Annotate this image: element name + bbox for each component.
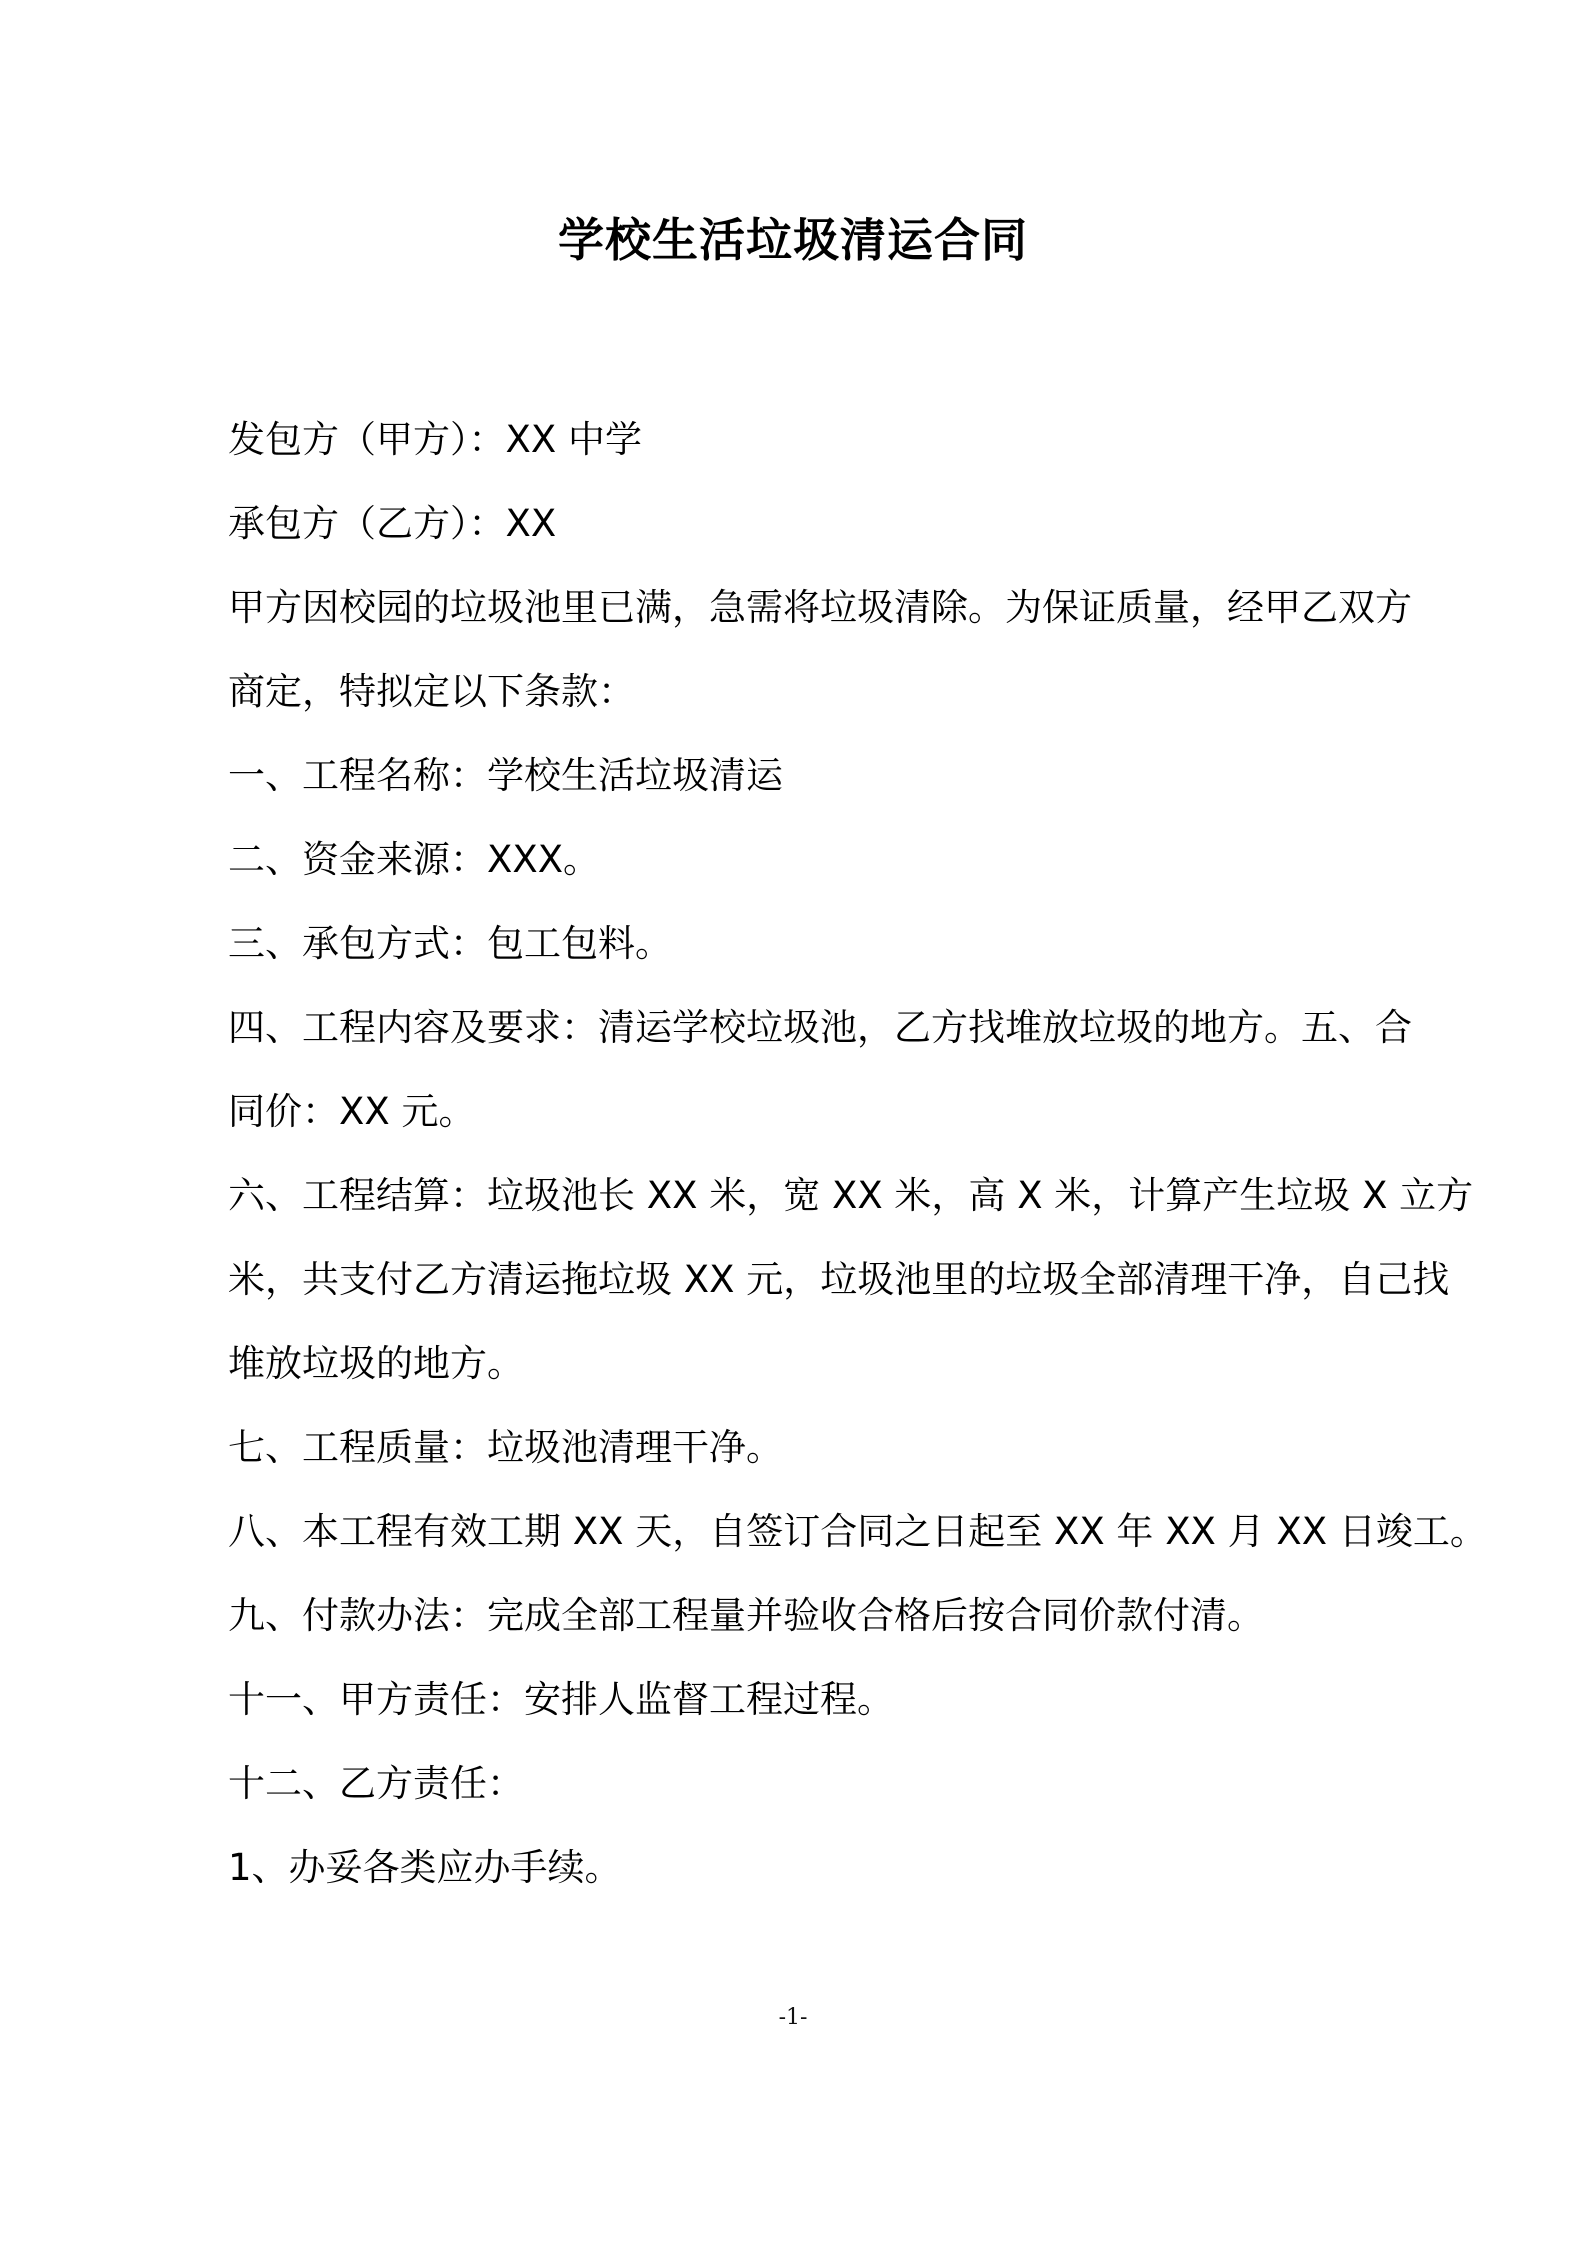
- clause-6-settlement-line-1: 六、工程结算：垃圾池长 XX 米，宽 XX 米，高 X 米，计算产生垃圾 X 立方: [228, 1174, 1474, 1217]
- clause-11-party-a-duty: 十一、甲方责任：安排人监督工程过程。: [228, 1678, 894, 1721]
- clause-4-content-line-1: 四、工程内容及要求：清运学校垃圾池，乙方找堆放垃圾的地方。五、合: [228, 1006, 1412, 1049]
- party-b-line: 承包方（乙方）：XX: [228, 502, 557, 545]
- clause-3-contract-method: 三、承包方式：包工包料。: [228, 922, 672, 965]
- document-body: [228, 398, 1487, 1910]
- clause-12-item-1: 1、办妥各类应办手续。: [228, 1846, 622, 1889]
- clause-6-settlement-line-2: 米，共支付乙方清运拖垃圾 XX 元，垃圾池里的垃圾全部清理干净，自己找: [228, 1258, 1450, 1301]
- preamble-line-1: 甲方因校园的垃圾池里已满，急需将垃圾清除。为保证质量，经甲乙双方: [228, 586, 1412, 629]
- clause-7-quality: 七、工程质量：垃圾池清理干净。: [228, 1426, 783, 1469]
- clause-1-project-name: 一、工程名称：学校生活垃圾清运: [228, 754, 783, 797]
- clause-4-content-line-2: 同价：XX 元。: [228, 1090, 476, 1133]
- clause-9-payment: 九、付款办法：完成全部工程量并验收合格后按合同价款付清。: [228, 1594, 1264, 1637]
- page-number: -1-: [778, 2005, 808, 2030]
- party-a-line: 发包方（甲方）：XX 中学: [228, 418, 642, 461]
- preamble-line-2: 商定，特拟定以下条款：: [228, 670, 635, 713]
- clause-8-duration: 八、本工程有效工期 XX 天，自签订合同之日起至 XX 年 XX 月 XX 日竣工。: [228, 1510, 1487, 1553]
- clause-6-settlement-line-3: 堆放垃圾的地方。: [228, 1342, 524, 1385]
- clause-12-party-b-duty: 十二、乙方责任：: [228, 1762, 524, 1805]
- document-title: 学校生活垃圾清运合同: [558, 213, 1028, 267]
- clause-2-funding-source: 二、资金来源：XXX。: [228, 838, 601, 881]
